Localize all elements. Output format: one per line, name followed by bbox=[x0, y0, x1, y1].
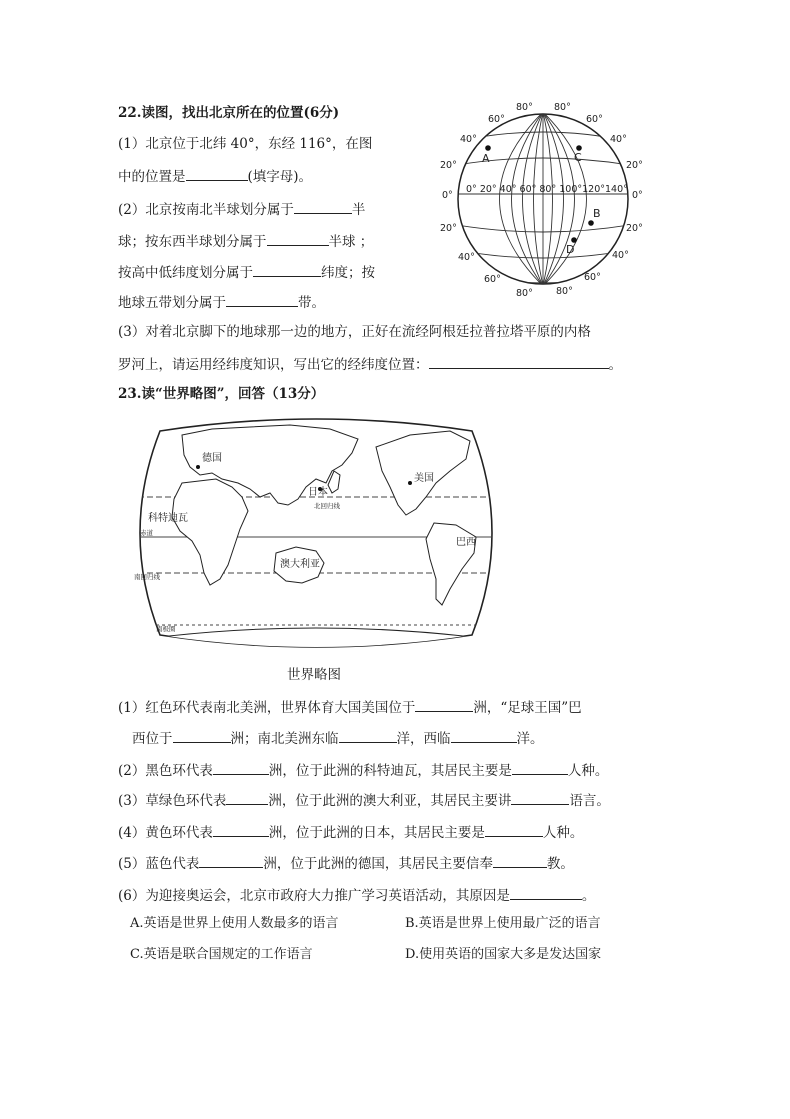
answer-blank[interactable] bbox=[510, 885, 582, 900]
lat-label: 80° bbox=[556, 286, 573, 297]
globe-grid-diagram bbox=[436, 98, 650, 302]
equator-label: 赤道 bbox=[140, 529, 153, 537]
lon-labels: 0° 20° 40° 60° 80° 100°120°140° bbox=[466, 184, 628, 195]
lat-label: 40° bbox=[610, 134, 627, 145]
answer-blank[interactable] bbox=[267, 231, 329, 246]
q22-part1-line2: 中的位置是 (填字母)。 bbox=[118, 166, 312, 186]
q22-part2-line2: 球；按东西半球划分属于 半球 ； bbox=[118, 231, 373, 251]
answer-blank[interactable] bbox=[339, 728, 397, 743]
answer-blank[interactable] bbox=[493, 853, 547, 868]
brazil-label: 巴西 bbox=[456, 537, 476, 548]
q22-part3-line2: 罗河上，请运用经纬度知识，写出它的经纬度位置： 。 bbox=[118, 354, 622, 374]
q23-part5: (5）蓝色代表 洲，位于此洲的德国，其居民主要信奉 教。 bbox=[118, 853, 574, 873]
answer-blank[interactable] bbox=[485, 822, 543, 837]
option-a[interactable]: A.英语是世界上使用人数最多的语言 bbox=[130, 916, 339, 931]
answer-blank[interactable] bbox=[511, 790, 569, 805]
usa-marker bbox=[408, 481, 412, 485]
answer-blank[interactable] bbox=[451, 728, 517, 743]
q23-part3: (3）草绿色环代表 洲，位于此洲的澳大利亚，其居民主要讲 语言。 bbox=[118, 790, 610, 810]
q22-part1-line1: (1）北京位于北纬 40°，东经 116°，在图 bbox=[118, 136, 373, 152]
lat-label: 60° bbox=[584, 272, 601, 283]
answer-blank[interactable] bbox=[253, 262, 321, 277]
germany-marker bbox=[196, 465, 200, 469]
point-a-label: A bbox=[482, 152, 490, 165]
lat-label: 40° bbox=[460, 134, 477, 145]
q23-part1-line2: 西位于 洲；南北美洲东临 洋，西临 洋。 bbox=[132, 728, 544, 748]
option-c[interactable]: C.英语是联合国规定的工作语言 bbox=[130, 947, 313, 962]
q22-part3-line1: (3）对着北京脚下的地球那一边的地方，正好在流经阿根廷拉普拉塔平原的内格 bbox=[118, 324, 591, 340]
answer-blank[interactable] bbox=[213, 760, 269, 775]
lat-label: 40° bbox=[458, 252, 475, 263]
usa-label: 美国 bbox=[414, 473, 434, 484]
longitude-lines bbox=[500, 112, 587, 286]
lat-label: 40° bbox=[612, 250, 629, 261]
q22-part2-line1: (2）北京按南北半球划分属于 半 bbox=[118, 199, 365, 219]
q22-title: 22.读图，找出北京所在的位置(6分) bbox=[118, 105, 340, 121]
australia-label: 澳大利亚 bbox=[280, 559, 320, 570]
point-c-label: C bbox=[574, 151, 582, 164]
q23-part2: (2）黑色环代表 洲，位于此洲的科特迪瓦，其居民主要是 人种。 bbox=[118, 760, 608, 780]
lat-label: 60° bbox=[586, 114, 603, 125]
japan-label: 日本 bbox=[308, 487, 328, 498]
lat-label: 20° bbox=[626, 160, 643, 171]
lat-label: 80° bbox=[516, 288, 533, 299]
lat-label: 60° bbox=[484, 274, 501, 285]
lat-label: 0° bbox=[632, 190, 643, 201]
answer-blank[interactable] bbox=[226, 790, 268, 805]
lat-label: 20° bbox=[626, 223, 643, 234]
answer-blank[interactable] bbox=[186, 166, 248, 181]
germany-label: 德国 bbox=[202, 453, 222, 464]
lat-label: 80° bbox=[554, 102, 571, 113]
lat-label: 80° bbox=[516, 102, 533, 113]
answer-blank[interactable] bbox=[173, 728, 231, 743]
lat-label: 20° bbox=[440, 223, 457, 234]
point-a-marker bbox=[485, 145, 491, 151]
lat-label: 20° bbox=[440, 160, 457, 171]
q23-part4: (4）黄色环代表 洲，位于此洲的日本，其居民主要是 人种。 bbox=[118, 822, 583, 842]
q22-part2-line4: 地球五带划分属于 带。 bbox=[118, 292, 325, 312]
answer-blank[interactable] bbox=[226, 292, 298, 307]
tropic-cancer-label: 北回归线 bbox=[314, 502, 340, 510]
answer-blank[interactable] bbox=[512, 760, 568, 775]
q23-title: 23.读“世界略图”，回答（13分） bbox=[118, 386, 325, 402]
answer-blank[interactable] bbox=[294, 199, 352, 214]
option-d[interactable]: D.使用英语的国家大多是发达国家 bbox=[405, 947, 602, 962]
map-caption: 世界略图 bbox=[287, 667, 341, 683]
answer-blank[interactable] bbox=[429, 354, 609, 369]
point-d-label: D bbox=[566, 243, 575, 256]
q23-part1-line1: (1）红色环代表南北美洲，世界体育大国美国位于 洲，“足球王国”巴 bbox=[118, 697, 582, 717]
q23-part6: (6）为迎接奥运会，北京市政府大力推广学习英语活动，其原因是 。 bbox=[118, 885, 595, 905]
kuwait-label: 科特迪瓦 bbox=[148, 513, 188, 524]
lat-label: 60° bbox=[488, 114, 505, 125]
answer-blank[interactable] bbox=[415, 697, 473, 712]
point-c-marker bbox=[576, 145, 582, 151]
tropic-capricorn-label: 南回归线 bbox=[134, 573, 160, 581]
antarctic-circle-label: 南极圈 bbox=[156, 625, 176, 633]
lat-label: 0° bbox=[442, 190, 453, 201]
answer-blank[interactable] bbox=[199, 853, 263, 868]
point-d-marker bbox=[571, 237, 577, 243]
world-map bbox=[120, 413, 512, 653]
point-b-label: B bbox=[593, 207, 601, 220]
q22-part2-line3: 按高中低纬度划分属于 纬度；按 bbox=[118, 262, 375, 282]
point-b-marker bbox=[588, 220, 594, 226]
answer-blank[interactable] bbox=[213, 822, 269, 837]
option-b[interactable]: B.英语是世界上使用最广泛的语言 bbox=[405, 916, 601, 931]
